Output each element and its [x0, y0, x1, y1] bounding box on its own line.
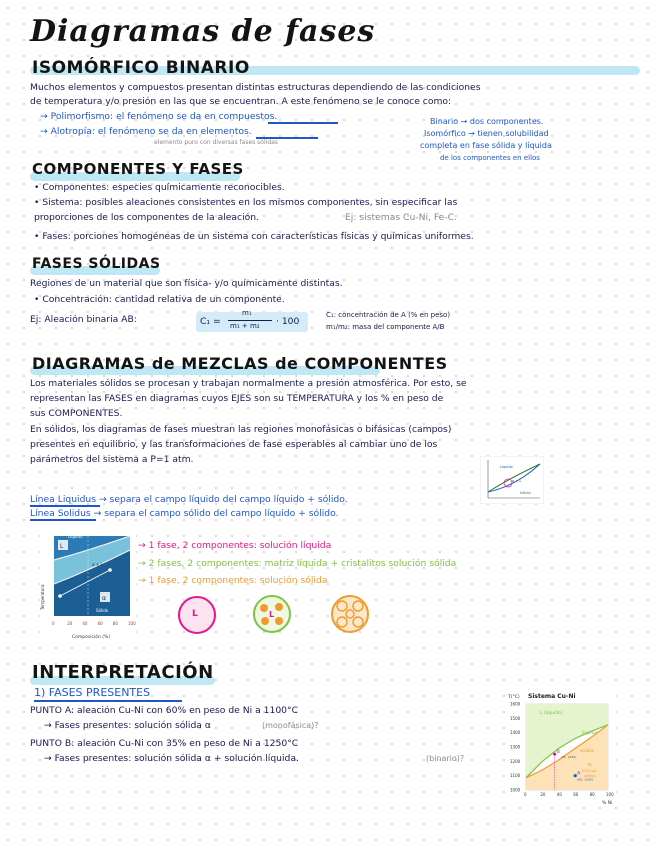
- underline-liquidus: [30, 505, 100, 507]
- point-a-label: A: [577, 771, 581, 777]
- diagramas-text-3: sus COMPONENTES.: [30, 408, 123, 419]
- two-phase-circle: [252, 594, 292, 634]
- isomorfico-text-2: de temperatura y/o presión en las que se encuentran. A este fenómeno se le conoce como:: [30, 96, 452, 107]
- mini-phase-diagram: [480, 456, 544, 504]
- sistema-example: Ej: sistemas Cu-Ni, Fe-C.: [345, 212, 457, 223]
- chart-y-unit: T(°C): [508, 695, 520, 700]
- punto-a-line: PUNTO A: aleación Cu-Ni con 60% en peso de Ni a 1100°C: [30, 705, 299, 716]
- section-heading-componentes: COMPONENTES Y FASES: [32, 160, 244, 178]
- diagram-label-mix: α + L: [92, 562, 103, 567]
- chart-y-tick: 1300: [510, 744, 521, 750]
- chart-label-liquidus: liquidus: [582, 730, 598, 735]
- chart-y-tick: 1500: [510, 715, 521, 721]
- formula-note-1: C₁: concentración de A (% en peso): [326, 311, 451, 319]
- punto-a-question: (monofásica)?: [262, 721, 319, 730]
- chart-x-tick: 40: [556, 792, 562, 797]
- formula-denominator: m₁ + m₂: [230, 322, 260, 330]
- linea-liquidus: Línea Liquidus → separa el campo líquido del campo líquido + sólido.: [30, 494, 348, 505]
- chart-label-liquid: L (líquido): [540, 711, 563, 716]
- chart-x-tick: 100: [606, 792, 614, 797]
- formula-numerator: m₁: [242, 309, 252, 317]
- section-heading-fases-solidas: FASES SÓLIDAS: [32, 256, 161, 272]
- diagramas-text-6: parámetros del sistema a P=1 atm.: [30, 454, 194, 465]
- punto-b-line: PUNTO B: aleación Cu-Ni con 35% en peso de Ni a 1250°C: [30, 738, 299, 749]
- diagram-y-label: Temperatura: [40, 584, 45, 610]
- chart-label-solidus: solidus: [580, 748, 594, 753]
- section-heading-diagramas: DIAGRAMAS de MEZCLAS de COMPONENTES: [32, 354, 448, 373]
- side-note-solubilidad: completa en fase sólida y líquida: [420, 141, 552, 150]
- diagram-label-liquid: Líquido: [68, 534, 83, 539]
- diagram-region-alpha: α: [102, 595, 106, 602]
- chart-y-tick: 1000: [510, 787, 521, 793]
- diagram-label-solid: Sólido: [96, 608, 109, 613]
- diagram-x-tick: 40: [82, 621, 88, 626]
- mini-label-liquid: Líquido: [500, 465, 513, 469]
- side-note-componentes: de los componentes en ellos: [440, 154, 540, 162]
- legend-solid-solution: → 1 fase, 2 componentes: solución sólida: [138, 575, 328, 586]
- underline-solidus: [30, 519, 96, 521]
- sistema-line-2: proporciones de los componentes de la aleación.: [34, 212, 260, 223]
- diagram-x-tick: 60: [97, 621, 103, 626]
- underline-compuestos: [268, 122, 338, 124]
- chart-y-tick: 1600: [510, 701, 521, 707]
- mini-label-mix: α + L: [512, 479, 522, 483]
- chart-x-tick: 0: [524, 792, 527, 797]
- legend-liquid-solution: → 1 fase, 2 componentes: solución líquida: [138, 540, 332, 551]
- underline-elementos: [256, 137, 318, 139]
- phase-diagram-figure: [40, 530, 136, 642]
- section-heading-interpretacion: INTERPRETACIÓN: [32, 662, 214, 683]
- formula-right: · 100: [276, 316, 300, 327]
- fases-solidas-def: Regiones de un material que son física- y/o químicamente distintas.: [30, 278, 343, 289]
- chart-y-tick: 1400: [510, 730, 521, 736]
- isomorfico-text-1: Muchos elementos y compuestos presentan distintas estructuras dependiendo de las condiciones: [30, 82, 481, 93]
- chart-label-alpha: α: [588, 762, 592, 768]
- diagramas-text-5: presentes en equilibrio, y las transformaciones de fase esperables al cambiar uno de los: [30, 439, 438, 450]
- section-heading-isomorfico: ISOMÓRFICO BINARIO: [32, 58, 250, 78]
- diagramas-text-1: Los materiales sólidos se procesan y trabajan normalmente a presión atmosférica. Por esto, se: [30, 378, 467, 389]
- point-a-note: (60, 1100): [577, 777, 593, 782]
- page-title: Diagramas de fases: [30, 14, 376, 49]
- diagramas-text-2: representan las FASES en diagramas cuyos EJES son su TEMPERATURA y los % en peso de: [30, 393, 444, 404]
- chart-label-alpha-sub1: (FCC sol.: [582, 769, 598, 773]
- side-note-binario: Binario → dos componentes.: [430, 117, 544, 126]
- liquid-circle-label: L: [192, 608, 198, 619]
- legend-two-phases: → 2 fases, 2 componentes: matriz líquida + cristalitos solución sólida: [138, 558, 457, 569]
- chart-x-tick: 60: [573, 792, 579, 797]
- bullet-polimorfismo: → Polimorfismo: el fenómeno se da en compuestos.: [40, 111, 278, 122]
- chart-y-tick: 1100: [510, 773, 521, 779]
- punto-b-question: (binario)?: [426, 754, 465, 763]
- punto-b-result: → Fases presentes: solución sólida α + solución líquida.: [44, 753, 299, 764]
- diagram-x-label: Composición (%): [72, 635, 111, 640]
- bullet-alotropia: → Alotropía: el fenómeno se da en elementos.: [40, 126, 252, 137]
- cu-ni-phase-chart: [506, 690, 616, 806]
- formula-note-2: m₁/m₂: masa del componente A/B: [326, 323, 445, 331]
- linea-solidus: Línea Solidus → separa el campo sólido del campo líquido + sólido.: [30, 508, 339, 519]
- diagram-x-tick: 100: [128, 621, 136, 626]
- diagram-x-tick: 80: [112, 621, 118, 626]
- point-b-note: (35, 1250): [560, 755, 577, 760]
- componentes-line: • Componentes: especies químicamente reconocibles.: [34, 182, 285, 193]
- diagramas-text-4: En sólidos, los diagramas de fases muestran las regiones monofásicas o bifásicas (campos): [30, 424, 452, 435]
- chart-x-tick: 20: [540, 792, 546, 797]
- subheading-underline: [34, 700, 182, 702]
- chart-y-tick: 1200: [510, 758, 521, 764]
- alotropia-note: elemento puro con diversas fases sólidas: [154, 139, 278, 146]
- fases-line: • Fases: porciones homogéneas de un sistema con características físicas y químicas uniformes.: [34, 231, 474, 242]
- aleacion-example: Ej: Aleación binaria AB:: [30, 314, 137, 325]
- formula-fraction-bar: [228, 320, 272, 321]
- chart-title: Sistema Cu-Ni: [528, 693, 576, 700]
- chart-x-tick: 80: [589, 792, 595, 797]
- chart-x-unit: % Ni: [602, 801, 613, 806]
- diagram-x-tick: 0: [52, 621, 55, 626]
- mini-label-solid: Sólido: [520, 491, 531, 495]
- side-note-isomorfico: Isomórfico → tienen solubilidad: [424, 129, 549, 138]
- sistema-line: • Sistema: posibles aleaciones consistentes en los mismos componentes, sin especificar las: [34, 197, 458, 208]
- diagram-x-tick: 20: [67, 621, 73, 626]
- diagram-region-l: L: [60, 543, 64, 550]
- fases-presentes-subheading: 1) FASES PRESENTES: [34, 686, 151, 699]
- chart-label-alpha-sub2: sólida): [584, 774, 596, 778]
- point-b-label: B: [556, 750, 560, 756]
- two-phase-circle-label: L: [269, 610, 275, 619]
- concentracion-line: • Concentración: cantidad relativa de un componente.: [34, 294, 285, 305]
- solid-solution-circle: [330, 594, 370, 634]
- punto-a-result: → Fases presentes: solución sólida α: [44, 720, 211, 731]
- formula-left: C₁ =: [200, 316, 221, 327]
